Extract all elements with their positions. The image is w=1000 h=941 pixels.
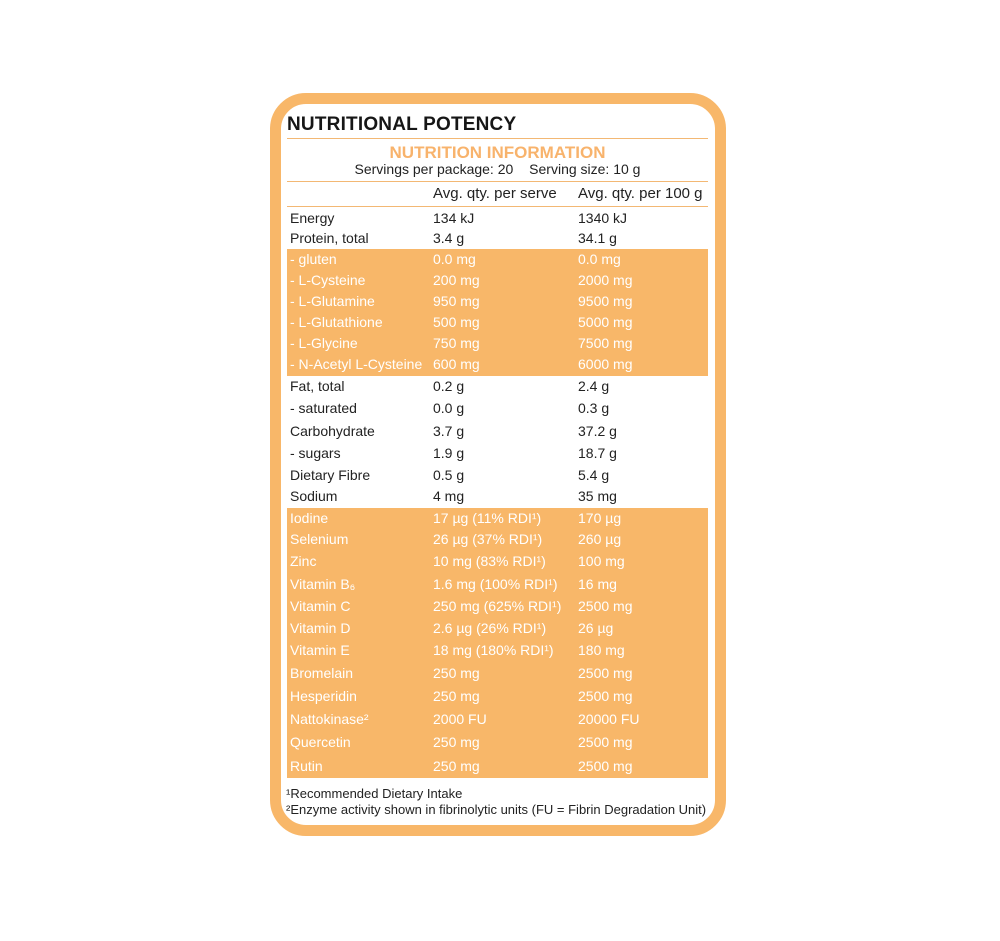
nutrient-name: - N-Acetyl L-Cysteine xyxy=(290,356,423,372)
nutrient-name: Nattokinase² xyxy=(290,711,369,727)
per-serve-value: 2000 FU xyxy=(433,711,487,727)
per-serve-value: 3.4 g xyxy=(433,230,465,246)
nutrient-name: Fat, total xyxy=(290,378,345,394)
nutrient-name: - L-Glutathione xyxy=(290,314,383,330)
per-100g-value: 180 mg xyxy=(578,642,625,658)
servings-line xyxy=(287,161,708,177)
per-serve-value: 950 mg xyxy=(433,293,480,309)
nutrient-name: - L-Cysteine xyxy=(290,272,366,288)
per-100g-value: 34.1 g xyxy=(578,230,617,246)
per-serve-value: 1.9 g xyxy=(433,445,465,461)
per-serve-value: 18 mg (180% RDI¹) xyxy=(433,642,554,658)
per-100g-value: 2500 mg xyxy=(578,665,633,681)
table-row xyxy=(287,443,708,464)
per-100g-value: 5.4 g xyxy=(578,467,610,483)
divider xyxy=(287,181,708,182)
table-row xyxy=(287,249,708,270)
table-row xyxy=(287,686,708,707)
table-row xyxy=(287,618,708,639)
per-100g-value: 0.3 g xyxy=(578,400,610,416)
per-100g-value: 9500 mg xyxy=(578,293,633,309)
table-row xyxy=(287,596,708,617)
table-row xyxy=(287,291,708,312)
per-serve-value: 250 mg xyxy=(433,734,480,750)
per-serve-value: 1.6 mg (100% RDI¹) xyxy=(433,576,558,592)
table-row xyxy=(287,208,708,229)
table-row xyxy=(287,756,708,777)
table-row xyxy=(287,709,708,730)
table-row xyxy=(287,640,708,661)
nutrient-name: Zinc xyxy=(290,553,317,569)
nutrient-name: Dietary Fibre xyxy=(290,467,371,483)
nutrient-name: Energy xyxy=(290,210,335,226)
per-serve-value: 17 µg (11% RDI¹) xyxy=(433,510,542,526)
nutrient-name: - gluten xyxy=(290,251,337,267)
nutrient-name: - sugars xyxy=(290,445,341,461)
per-serve-value: 0.5 g xyxy=(433,467,465,483)
nutrient-name: Vitamin C xyxy=(290,598,351,614)
per-100g-value: 18.7 g xyxy=(578,445,617,461)
panel-heading: NUTRITIONAL POTENCY xyxy=(287,114,517,135)
table-row xyxy=(287,574,708,595)
per-100g-value: 2000 mg xyxy=(578,272,633,288)
per-serve-value: 0.0 g xyxy=(433,400,465,416)
per-100g-value: 16 mg xyxy=(578,576,617,592)
per-serve-value: 4 mg xyxy=(433,488,465,504)
nutrient-name: Quercetin xyxy=(290,734,351,750)
table-row xyxy=(287,354,708,375)
table-row xyxy=(287,465,708,486)
per-serve-value: 0.2 g xyxy=(433,378,465,394)
nutrient-name: Carbohydrate xyxy=(290,423,375,439)
nutrient-name: Sodium xyxy=(290,488,338,504)
table-row xyxy=(287,663,708,684)
column-header-100g: Avg. qty. per 100 g xyxy=(578,185,703,202)
per-100g-value: 260 µg xyxy=(578,531,622,547)
per-100g-value: 2.4 g xyxy=(578,378,610,394)
per-100g-value: 7500 mg xyxy=(578,335,633,351)
serving-size: Serving size: 10 g xyxy=(529,161,641,177)
per-100g-value: 26 µg xyxy=(578,620,614,636)
per-100g-value: 5000 mg xyxy=(578,314,633,330)
nutrient-name: Hesperidin xyxy=(290,688,357,704)
nutrient-name: Vitamin B₆ xyxy=(290,576,356,592)
per-serve-value: 600 mg xyxy=(433,356,480,372)
divider xyxy=(287,138,708,139)
per-100g-value: 1340 kJ xyxy=(578,210,628,226)
per-100g-value: 170 µg xyxy=(578,510,622,526)
nutrient-name: - L-Glutamine xyxy=(290,293,375,309)
per-100g-value: 20000 FU xyxy=(578,711,640,727)
nutrient-name: - L-Glycine xyxy=(290,335,358,351)
table-row xyxy=(287,508,708,529)
nutrient-name: Iodine xyxy=(290,510,329,526)
nutrient-name: Vitamin E xyxy=(290,642,350,658)
per-100g-value: 37.2 g xyxy=(578,423,617,439)
per-serve-value: 3.7 g xyxy=(433,423,465,439)
nutrient-name: Rutin xyxy=(290,758,323,774)
per-serve-value: 10 mg (83% RDI¹) xyxy=(433,553,546,569)
nutrient-name: Protein, total xyxy=(290,230,369,246)
per-100g-value: 2500 mg xyxy=(578,758,633,774)
table-row xyxy=(287,486,708,507)
per-100g-value: 0.0 mg xyxy=(578,251,621,267)
per-100g-value: 2500 mg xyxy=(578,598,633,614)
table-row xyxy=(287,529,708,550)
per-100g-value: 2500 mg xyxy=(578,734,633,750)
table-row xyxy=(287,398,708,419)
table-row xyxy=(287,333,708,354)
per-100g-value: 100 mg xyxy=(578,553,625,569)
per-serve-value: 250 mg xyxy=(433,758,480,774)
per-100g-value: 2500 mg xyxy=(578,688,633,704)
servings-per-package: Servings per package: 20 xyxy=(354,161,514,177)
per-100g-value: 35 mg xyxy=(578,488,617,504)
per-serve-value: 750 mg xyxy=(433,335,480,351)
divider xyxy=(287,206,708,207)
per-serve-value: 26 µg (37% RDI¹) xyxy=(433,531,543,547)
per-serve-value: 2.6 µg (26% RDI¹) xyxy=(433,620,547,636)
table-row xyxy=(287,376,708,397)
nutrient-name: Selenium xyxy=(290,531,349,547)
nutrition-title: NUTRITION INFORMATION xyxy=(389,143,606,162)
footnote-fu: ²Enzyme activity shown in fibrinolytic units (FU = Fibrin Degradation Unit) xyxy=(286,802,707,817)
per-100g-value: 6000 mg xyxy=(578,356,633,372)
per-serve-value: 134 kJ xyxy=(433,210,475,226)
nutrient-name: Bromelain xyxy=(290,665,354,681)
per-serve-value: 200 mg xyxy=(433,272,480,288)
per-serve-value: 250 mg xyxy=(433,665,480,681)
nutrient-name: Vitamin D xyxy=(290,620,351,636)
table-row xyxy=(287,551,708,572)
nutrient-name: - saturated xyxy=(290,400,357,416)
table-row xyxy=(287,732,708,753)
table-row xyxy=(287,421,708,442)
per-serve-value: 250 mg (625% RDI¹) xyxy=(433,598,562,614)
footnote-rdi: ¹Recommended Dietary Intake xyxy=(286,786,463,801)
table-row xyxy=(287,312,708,333)
per-serve-value: 500 mg xyxy=(433,314,480,330)
table-row xyxy=(287,270,708,291)
per-serve-value: 0.0 mg xyxy=(433,251,476,267)
per-serve-value: 250 mg xyxy=(433,688,480,704)
table-row xyxy=(287,228,708,249)
column-header-serve: Avg. qty. per serve xyxy=(433,185,557,202)
